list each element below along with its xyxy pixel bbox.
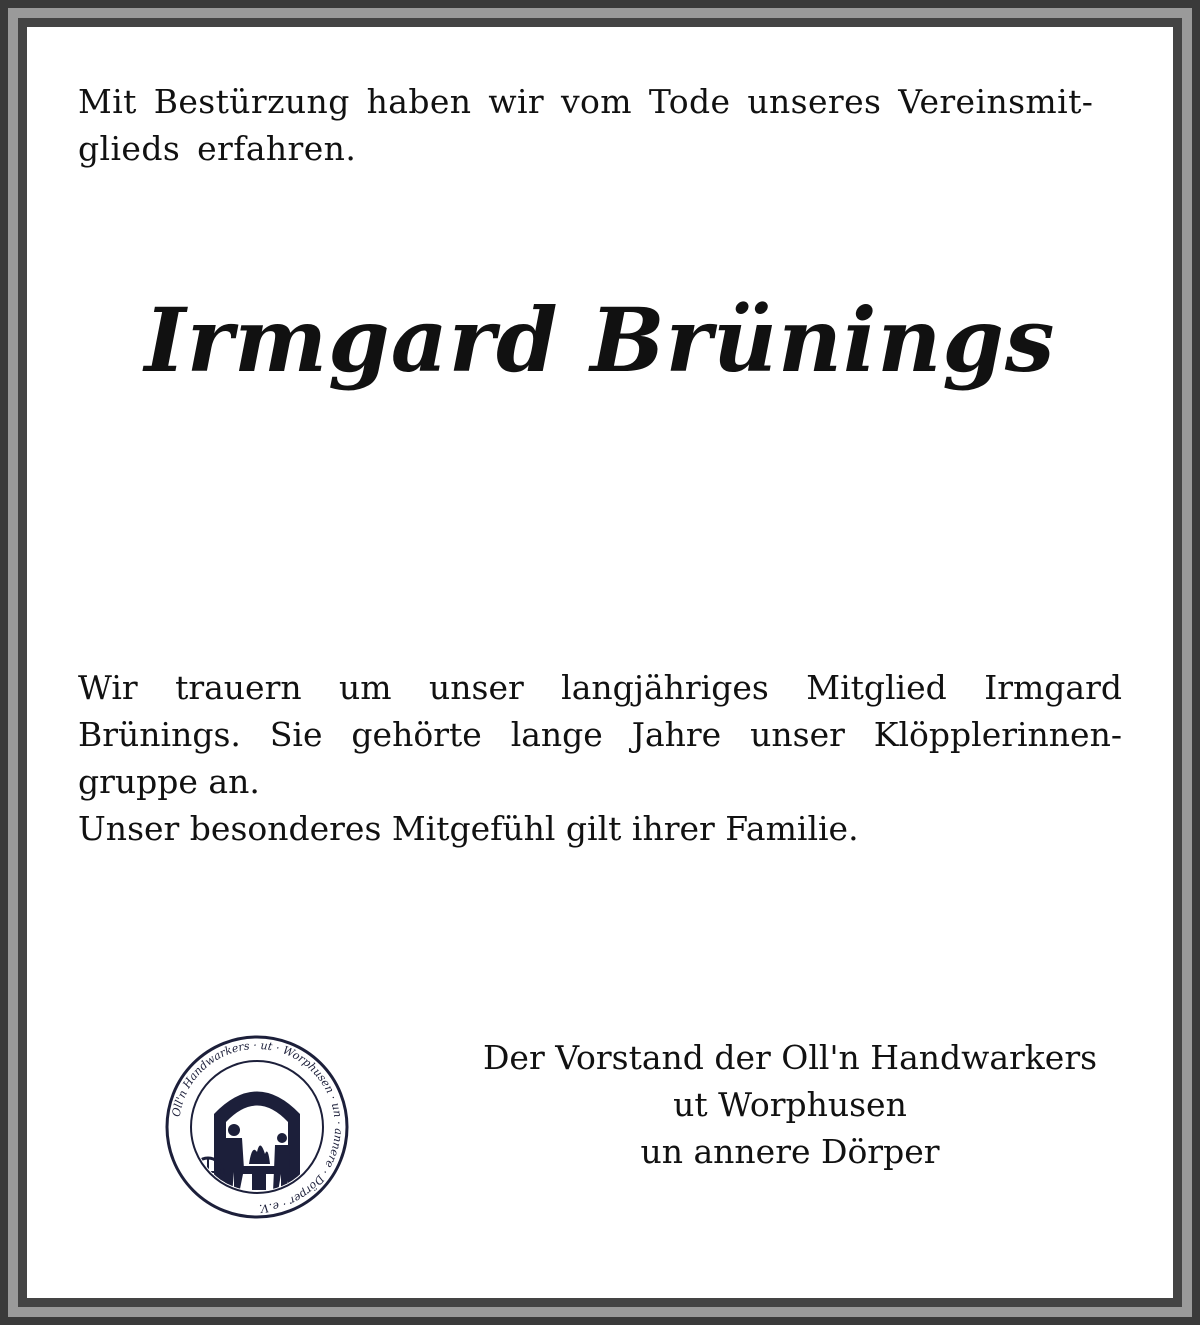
club-seal-logo <box>164 1034 350 1220</box>
body-line-3: gruppe an. <box>78 762 260 801</box>
deceased-name: Irmgard Brünings <box>144 288 1056 392</box>
signature-block <box>440 1034 1140 1175</box>
condolence-paragraph <box>78 664 1122 852</box>
signature-line-1: Der Vorstand der Oll'n Handwarkers <box>482 1038 1098 1077</box>
svg-text:Oll'n Handwarkers · ut · Worph: Oll'n Handwarkers · ut · Worphusen · un · annere · Dörper · e.V. <box>169 1038 346 1215</box>
intro-paragraph <box>78 78 1122 172</box>
intro-line-2: glieds erfahren. <box>78 129 357 168</box>
signature-line-3: un annere Dörper <box>640 1132 940 1171</box>
body-line-2: Brünings. Sie gehörte lange Jahre unser Klöpplerinnen- <box>78 715 1122 754</box>
signature-line-2: ut Worphusen <box>673 1085 907 1124</box>
body-line-1: Wir trauern um unser langjähriges Mitglied Irmgard <box>78 668 1122 707</box>
intro-line-1: Mit Bestürzung haben wir vom Tode unseres Vereinsmit- <box>78 82 1094 121</box>
body-line-4: Unser besonderes Mitgefühl gilt ihrer Familie. <box>78 809 859 848</box>
